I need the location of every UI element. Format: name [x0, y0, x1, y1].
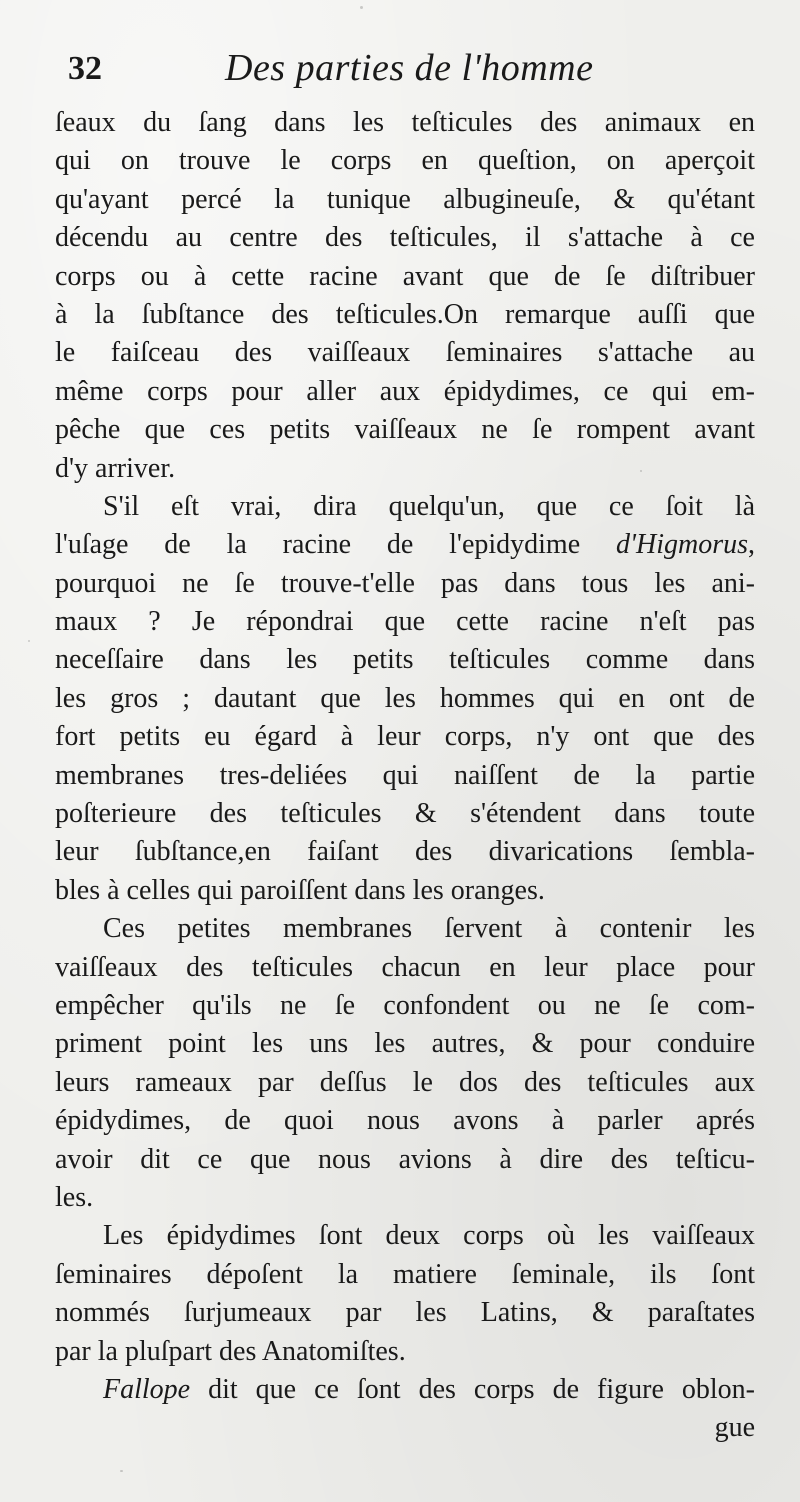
italic-name: Fallope	[103, 1373, 191, 1405]
line-text: poſterieure des teſticules & s'étendent dans toute	[55, 798, 755, 830]
italic-name: d'Higmorus	[615, 529, 748, 561]
text-line	[55, 1179, 755, 1217]
text-line	[55, 718, 755, 756]
text-line	[55, 450, 755, 488]
text-line	[55, 219, 755, 257]
text-line	[55, 1256, 755, 1294]
line-text: priment point les uns les autres, & pour conduire	[55, 1028, 755, 1060]
text-line	[55, 1141, 755, 1179]
page-header	[60, 40, 760, 110]
line-text: corps ou à cette racine avant que de ſe diſtribuer	[55, 260, 755, 292]
line-text: d'y arriver.	[55, 452, 176, 484]
line-text: par la pluſpart des Anatomiſtes.	[55, 1335, 406, 1367]
line-text: leurs rameaux par deſſus le dos des teſticules aux	[55, 1066, 755, 1098]
text-line	[55, 1333, 755, 1371]
text-line	[55, 1102, 755, 1140]
text-line	[55, 373, 755, 411]
line-text: nommés ſurjumeaux par les Latins, & paraſtates	[55, 1297, 755, 1329]
line-text: dit que ce ſont des corps de figure oblon-	[190, 1373, 755, 1405]
page-number: 32	[68, 50, 102, 87]
line-text: Les épidydimes ſont deux corps où les vaiſſeaux	[103, 1220, 755, 1252]
text-line	[55, 1025, 755, 1063]
text-line	[55, 1371, 755, 1409]
line-text: pourquoi ne ſe trouve-t'elle pas dans tous les ani-	[55, 567, 755, 599]
line-text: le faiſceau des vaiſſeaux ſeminaires s'attache au	[55, 337, 755, 369]
text-line	[55, 258, 755, 296]
text-line	[55, 641, 755, 679]
text-line	[55, 142, 755, 180]
line-text: vaiſſeaux des teſticules chacun en leur place pour	[55, 951, 755, 983]
text-line	[55, 795, 755, 833]
body-text	[55, 104, 755, 1448]
text-line	[55, 833, 755, 871]
line-text: leur ſubſtance,en faiſant des divarications ſembla-	[55, 836, 755, 868]
text-line	[55, 411, 755, 449]
text-line	[55, 1294, 755, 1332]
text-line	[55, 1064, 755, 1102]
text-line	[55, 603, 755, 641]
line-text: empêcher qu'ils ne ſe confondent ou ne ſe com-	[55, 989, 755, 1021]
ink-speck	[640, 470, 642, 472]
line-text: qui on trouve le corps en queſtion, on aperçoit	[55, 145, 755, 177]
line-text: les.	[55, 1181, 94, 1213]
text-line	[55, 526, 755, 564]
text-line	[55, 565, 755, 603]
line-text: même corps pour aller aux épidydimes, ce qui em-	[55, 375, 755, 407]
text-line	[55, 104, 755, 142]
line-text: pêche que ces petits vaiſſeaux ne ſe rompent avant	[55, 414, 755, 446]
line-text: les gros ; dautant que les hommes qui en ont de	[55, 682, 755, 714]
line-text: S'il eſt vrai, dira quelqu'un, que ce ſoit là	[103, 490, 755, 522]
text-line	[55, 296, 755, 334]
text-line	[55, 872, 755, 910]
ink-speck	[360, 6, 363, 9]
line-text: fort petits eu égard à leur corps, n'y ont que des	[55, 721, 755, 753]
text-line	[55, 181, 755, 219]
line-text: avoir dit ce que nous avions à dire des teſticu-	[55, 1143, 755, 1175]
line-text: gue	[714, 1412, 755, 1444]
running-title: Des parties de l'homme	[225, 47, 594, 89]
text-line	[55, 757, 755, 795]
text-line	[55, 1409, 755, 1447]
line-text: membranes tres-deliées qui naiſſent de la partie	[55, 759, 755, 791]
text-line	[55, 949, 755, 987]
line-text: ,	[748, 529, 755, 561]
text-line	[55, 1217, 755, 1255]
line-text: maux ? Je répondrai que cette racine n'eſt pas	[55, 606, 755, 638]
line-text: bles à celles qui paroiſſent dans les oranges.	[55, 874, 545, 906]
line-text: Ces petites membranes ſervent à contenir les	[103, 913, 755, 945]
line-text: épidydimes, de quoi nous avons à parler aprés	[55, 1105, 755, 1137]
line-text: neceſſaire dans les petits teſticules comme dans	[55, 644, 755, 676]
text-line	[55, 334, 755, 372]
line-text: qu'ayant percé la tunique albugineuſe, & qu'étant	[55, 183, 755, 215]
line-text: décendu au centre des teſticules, il s'attache à ce	[55, 222, 755, 254]
text-line	[55, 910, 755, 948]
text-line	[55, 987, 755, 1025]
line-text: à la ſubſtance des teſticules.On remarque auſſi que	[55, 298, 755, 330]
line-text: l'uſage de la racine de l'epidydime	[55, 529, 616, 561]
line-text: ſeaux du ſang dans les teſticules des animaux en	[55, 107, 755, 138]
text-line	[55, 488, 755, 526]
text-line	[55, 680, 755, 718]
ink-speck	[120, 1470, 123, 1472]
line-text: ſeminaires dépoſent la matiere ſeminale, ils ſont	[55, 1258, 755, 1290]
ink-speck	[28, 640, 30, 642]
